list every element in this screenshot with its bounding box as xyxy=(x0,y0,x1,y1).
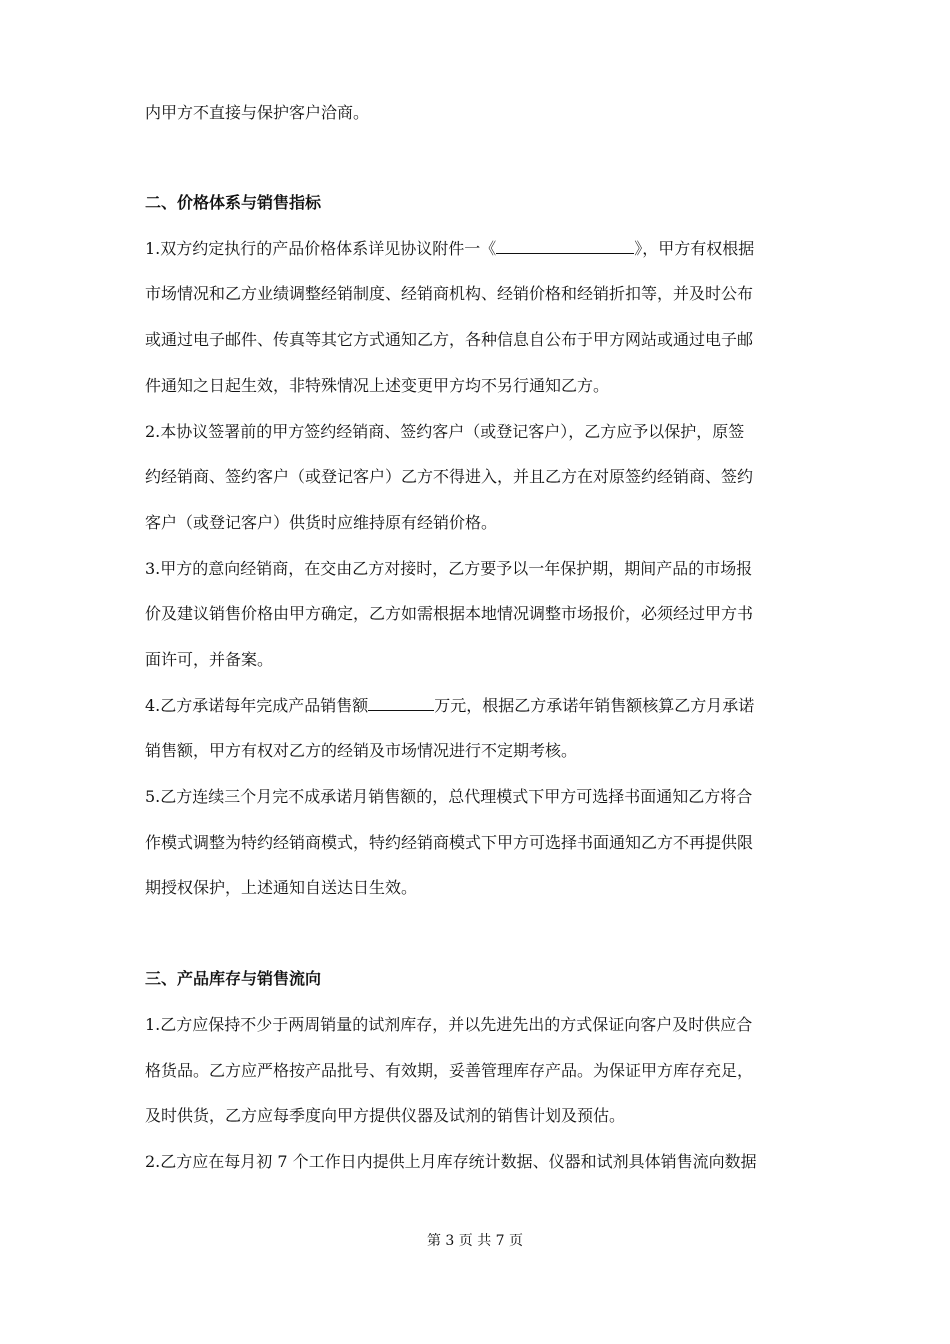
section-2-p2-line-3: 客户（或登记客户）供货时应维持原有经销价格。 xyxy=(145,513,498,532)
section-2-p2-line-1: 2.本协议签署前的甲方签约经销商、签约客户（或登记客户），乙方应予以保护，原签 xyxy=(145,422,745,441)
text-fragment: 万元，根据乙方承诺年销售额核算乙方月承诺 xyxy=(434,696,755,715)
text-fragment: 》，甲方有权根据 xyxy=(634,239,755,258)
text-fragment: 4.乙方承诺每年完成产品销售额 xyxy=(145,696,369,715)
section-2-heading: 二、价格体系与销售指标 xyxy=(145,193,322,212)
section-2-p5-line-3: 期授权保护，上述通知自送达日生效。 xyxy=(145,878,418,897)
section-2-p3-line-1: 3.甲方的意向经销商，在交由乙方对接时，乙方要予以一年保护期，期间产品的市场报 xyxy=(145,559,753,578)
page-footer: 第 3 页 共 7 页 xyxy=(426,1233,524,1249)
section-2-p5-line-1: 5.乙方连续三个月完不成承诺月销售额的，总代理模式下甲方可选择书面通知乙方将合 xyxy=(145,787,753,806)
section-3-p1-line-1: 1.乙方应保持不少于两周销量的试剂库存，并以先进先出的方式保证向客户及时供应合 xyxy=(145,1015,753,1034)
section-3-heading: 三、产品库存与销售流向 xyxy=(145,969,322,988)
section-2-p1-line-3: 或通过电子邮件、传真等其它方式通知乙方，各种信息自公布于甲方网站或通过电子邮 xyxy=(145,330,754,349)
intro-line: 内甲方不直接与保护客户洽商。 xyxy=(145,103,370,122)
section-3-p2-line-1: 2.乙方应在每月初 7 个工作日内提供上月库存统计数据、仪器和试剂具体销售流向数据 xyxy=(145,1152,757,1171)
section-2-p2-line-2: 约经销商、签约客户（或登记客户）乙方不得进入，并且乙方在对原签约经销商、签约 xyxy=(145,467,754,486)
blank-underline xyxy=(496,239,634,254)
section-2-p4-line-1 xyxy=(145,696,815,716)
section-3-p1-line-2: 格货品。乙方应严格按产品批号、有效期，妥善管理库存产品。为保证甲方库存充足， xyxy=(145,1061,754,1080)
section-2-p1-line-1 xyxy=(145,239,815,259)
section-2-p3-line-2: 价及建议销售价格由甲方确定，乙方如需根据本地情况调整市场报价，必须经过甲方书 xyxy=(145,604,754,623)
section-2-p1-line-4: 件通知之日起生效，非特殊情况上述变更甲方均不另行通知乙方。 xyxy=(145,376,610,395)
text-fragment: 1.双方约定执行的产品价格体系详见协议附件一《 xyxy=(145,239,497,258)
section-2-p3-line-3: 面许可，并备案。 xyxy=(145,650,274,669)
blank-underline xyxy=(368,696,434,711)
section-2-p5-line-2: 作模式调整为特约经销商模式，特约经销商模式下甲方可选择书面通知乙方不再提供限 xyxy=(145,833,754,852)
section-2-p1-line-2: 市场情况和乙方业绩调整经销制度、经销商机构、经销价格和经销折扣等，并及时公布 xyxy=(145,284,754,303)
section-3-p1-line-3: 及时供货，乙方应每季度向甲方提供仪器及试剂的销售计划及预估。 xyxy=(145,1106,626,1125)
section-2-p4-line-2: 销售额，甲方有权对乙方的经销及市场情况进行不定期考核。 xyxy=(145,741,578,760)
